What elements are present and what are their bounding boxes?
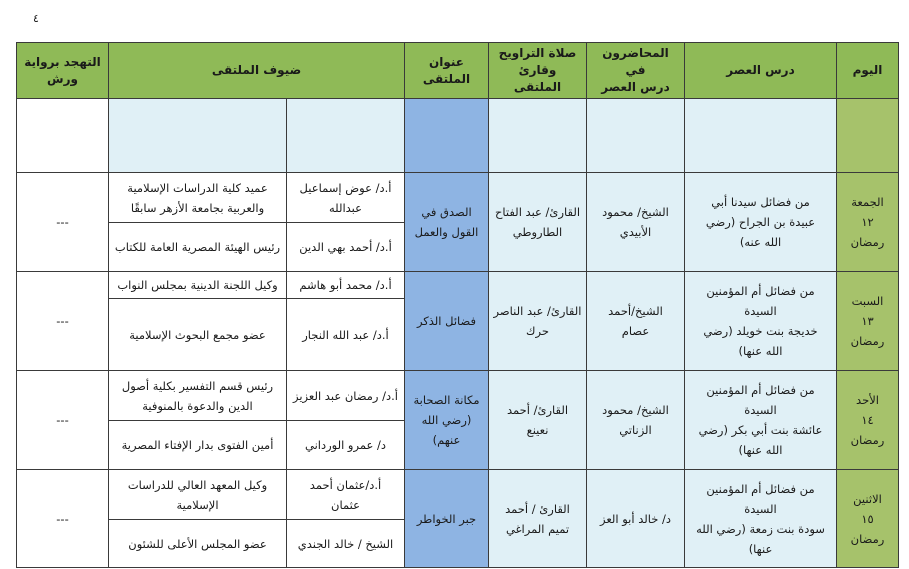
asr-lesson-cell: من فضائل أم المؤمنين السيدة سودة بنت زمعة (رضي الله عنها) [685,470,837,568]
header-asr-lesson: درس العصر [685,43,837,99]
header-tahajjud: التهجد برواية ورش [17,43,109,99]
header-row [17,43,899,99]
title-cell: الصدق في القول والعمل [405,173,489,272]
day-cell: الأحد ١٤ رمضان [837,371,899,470]
day-cell: الجمعة ١٢ رمضان [837,173,899,272]
guest-role-cell: رئيس قسم التفسير بكلية أصول الدين والدعوة بالمنوفية [109,371,287,421]
guest-name-cell: أ.د/ عوض إسماعيل عبدالله [287,173,405,223]
empty-cell [405,99,489,173]
tahajjud-cell: --- [17,470,109,568]
guest-role-cell: رئيس الهيئة المصرية العامة للكتاب [109,223,287,272]
guest-name-cell: أ.د/ رمضان عبد العزيز [287,371,405,421]
asr-lesson-cell: من فضائل أم المؤمنين السيدة عائشة بنت أبي بكر (رضي الله عنها) [685,371,837,470]
table-row [17,173,899,223]
tahajjud-cell: --- [17,272,109,371]
guest-name-cell: أ.د/ أحمد بهي الدين [287,223,405,272]
empty-cell [489,99,587,173]
lecturer-cell: الشيخ/ محمود الزناتي [587,371,685,470]
title-cell: مكانة الصحابة (رضي الله عنهم) [405,371,489,470]
guest-role-cell: وكيل اللجنة الدينية بمجلس النواب [109,272,287,299]
empty-cell [587,99,685,173]
asr-lesson-cell: من فضائل سيدنا أبي عبيدة بن الجراح (رضي الله عنه) [685,173,837,272]
day-cell: السبت ١٣ رمضان [837,272,899,371]
guest-name-cell: د/ عمرو الورداني [287,421,405,470]
lecturer-cell: الشيخ/ محمود الأبيدي [587,173,685,272]
reader-cell: القارئ/ عبد الناصر حرك [489,272,587,371]
table-row [17,272,899,299]
empty-cell [17,99,109,173]
empty-cell [109,99,287,173]
header-guests: ضيوف الملتقى [109,43,405,99]
schedule-table [16,42,899,568]
header-title: عنوان الملتقى [405,43,489,99]
reader-cell: القارئ/ أحمد نعينع [489,371,587,470]
title-cell: فضائل الذكر [405,272,489,371]
tahajjud-cell: --- [17,371,109,470]
guest-role-cell: عضو مجمع البحوث الإسلامية [109,299,287,371]
header-taraweeh: صلاة التراويح وقارئ الملتقى [489,43,587,99]
guest-role-cell: أمين الفتوى بدار الإفتاء المصرية [109,421,287,470]
table-row [17,470,899,520]
guest-role-cell: عميد كلية الدراسات الإسلامية والعربية بجامعة الأزهر سابقًا [109,173,287,223]
lecturer-cell: الشيخ/أحمد عصام [587,272,685,371]
guest-name-cell: أ.د/عثمان أحمد عثمان [287,470,405,520]
empty-cell [837,99,899,173]
empty-row [17,99,899,173]
guest-name-cell: الشيخ / خالد الجندي [287,520,405,568]
guest-role-cell: عضو المجلس الأعلى للشئون [109,520,287,568]
reader-cell: القارئ/ عبد الفتاح الطاروطي [489,173,587,272]
lecturer-cell: د/ خالد أبو العز [587,470,685,568]
guest-name-cell: أ.د/ محمد أبو هاشم [287,272,405,299]
empty-cell [287,99,405,173]
header-day: اليوم [837,43,899,99]
empty-cell [685,99,837,173]
header-lecturers: المحاضرون في درس العصر [587,43,685,99]
tahajjud-cell: --- [17,173,109,272]
page-number: ٤ [33,12,39,25]
reader-cell: القارئ / أحمد تميم المراغي [489,470,587,568]
asr-lesson-cell: من فضائل أم المؤمنين السيدة خديجة بنت خويلد (رضي الله عنها) [685,272,837,371]
guest-role-cell: وكيل المعهد العالي للدراسات الإسلامية [109,470,287,520]
table-row [17,371,899,421]
day-cell: الاثنين ١٥ رمضان [837,470,899,568]
title-cell: جبر الخواطر [405,470,489,568]
guest-name-cell: أ.د/ عبد الله النجار [287,299,405,371]
